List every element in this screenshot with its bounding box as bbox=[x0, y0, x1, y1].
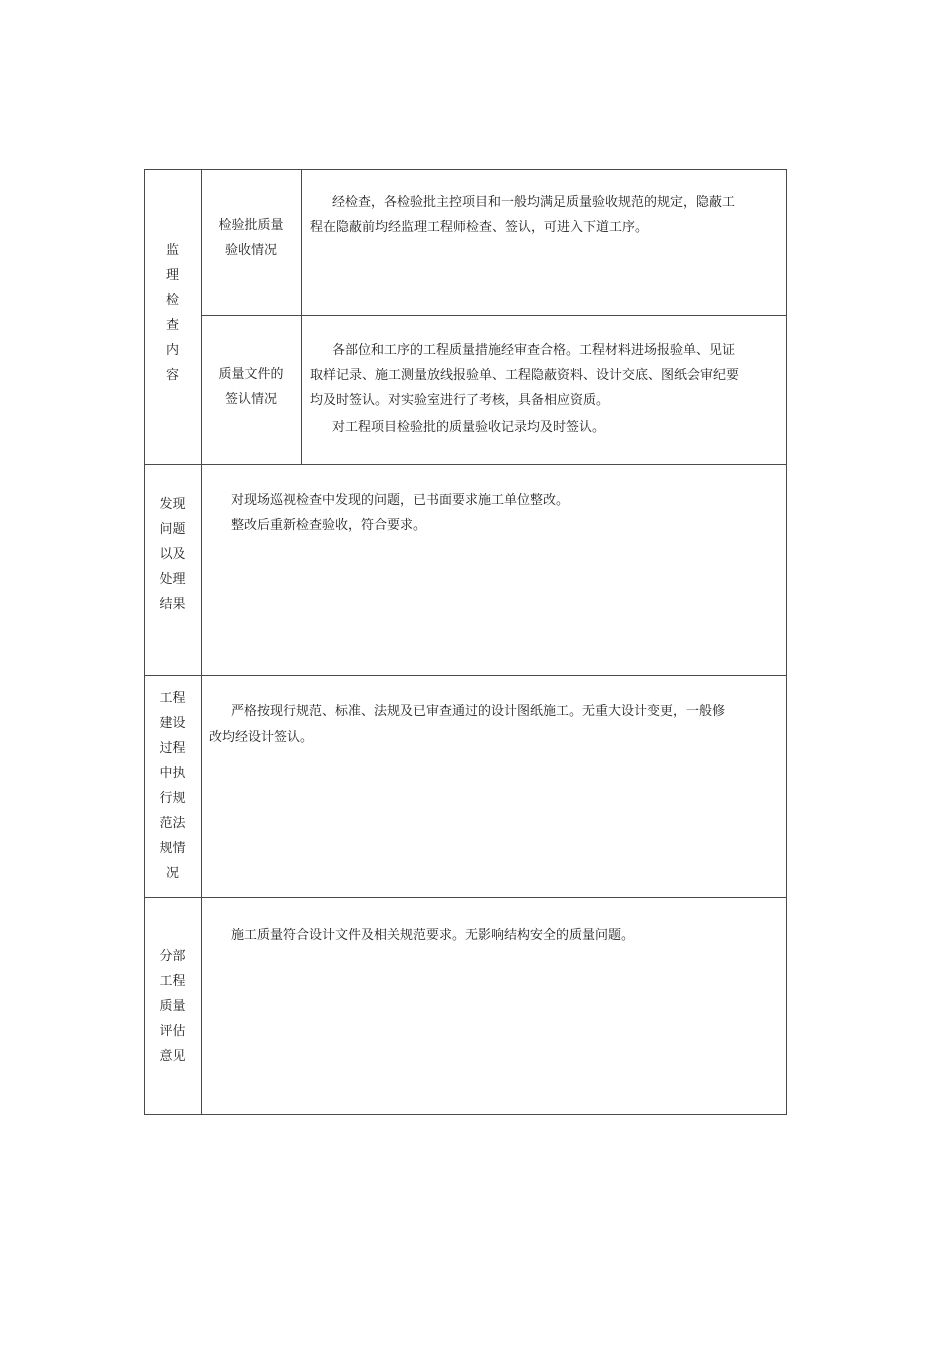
assessment-label-line: 工程 bbox=[159, 974, 186, 989]
supervision-label-char: 容 bbox=[165, 368, 179, 383]
inspection-table bbox=[144, 169, 787, 1115]
supervision-label-char: 监 bbox=[165, 243, 179, 258]
regulations-label-line: 过程 bbox=[159, 741, 186, 756]
supervision-label-char: 查 bbox=[165, 318, 179, 333]
content-line: 对现场巡视检查中发现的问题，已书面要求施工单位整改。 bbox=[231, 493, 570, 508]
quality-documents-label-line: 签认情况 bbox=[224, 392, 277, 407]
regulations-label-line: 况 bbox=[165, 866, 179, 881]
label-column-divider bbox=[201, 169, 202, 1115]
content-line: 程在隐蔽前均经监理工程师检查、签认，可进入下道工序。 bbox=[310, 220, 649, 235]
content-line: 对工程项目检验批的质量验收记录均及时签认。 bbox=[332, 420, 606, 435]
supervision-label-char: 内 bbox=[165, 343, 179, 358]
content-line: 改均经设计签认。 bbox=[209, 730, 314, 745]
assessment-label-line: 意见 bbox=[159, 1049, 186, 1064]
problems-label-line: 发现 bbox=[159, 497, 186, 512]
assessment-label bbox=[144, 944, 201, 1069]
section-divider-3 bbox=[144, 897, 787, 898]
content-line: 施工质量符合设计文件及相关规范要求。无影响结构安全的质量问题。 bbox=[231, 928, 635, 943]
problems-label-line: 问题 bbox=[159, 522, 186, 537]
section-divider-2 bbox=[144, 675, 787, 676]
section-divider-1 bbox=[144, 464, 787, 465]
content-line: 严格按现行规范、标准、法规及已审查通过的设计图纸施工。无重大设计变更，一般修 bbox=[231, 704, 726, 719]
assessment-label-line: 分部 bbox=[159, 949, 186, 964]
supervision-label-char: 检 bbox=[165, 293, 179, 308]
content-line: 取样记录、施工测量放线报验单、工程隐蔽资料、设计交底、图纸会审纪要 bbox=[310, 368, 740, 383]
supervision-row-divider bbox=[201, 315, 787, 316]
regulations-label-line: 范法 bbox=[159, 816, 186, 831]
regulations-label-line: 规情 bbox=[159, 841, 186, 856]
regulations-label-line: 中执 bbox=[159, 766, 186, 781]
supervision-label-char: 理 bbox=[165, 268, 179, 283]
regulations-label bbox=[144, 686, 201, 886]
regulations-label-line: 工程 bbox=[159, 691, 186, 706]
problems-label-line: 以及 bbox=[159, 547, 186, 562]
assessment-label-line: 评估 bbox=[159, 1024, 186, 1039]
assessment-label-line: 质量 bbox=[159, 999, 186, 1014]
content-line: 均及时签认。对实验室进行了考核，具备相应资质。 bbox=[310, 393, 610, 408]
quality-documents-label-line: 质量文件的 bbox=[218, 367, 284, 382]
supervision-label bbox=[144, 238, 201, 388]
regulations-label-line: 建设 bbox=[159, 716, 186, 731]
inspection-batch-label-line: 检验批质量 bbox=[218, 218, 284, 233]
problems-label-line: 结果 bbox=[159, 597, 186, 612]
regulations-label-line: 行规 bbox=[159, 791, 186, 806]
quality-documents-label bbox=[201, 362, 301, 412]
content-line: 各部位和工序的工程质量措施经审查合格。工程材料进场报验单、见证 bbox=[332, 343, 736, 358]
inspection-batch-label-line: 验收情况 bbox=[224, 243, 277, 258]
problems-label-line: 处理 bbox=[159, 572, 186, 587]
inspection-batch-label bbox=[201, 213, 301, 263]
content-line: 整改后重新检查验收，符合要求。 bbox=[231, 518, 427, 533]
problems-label bbox=[144, 492, 201, 617]
sub-label-column-divider bbox=[301, 169, 302, 464]
content-line: 经检查，各检验批主控项目和一般均满足质量验收规范的规定，隐蔽工 bbox=[332, 195, 736, 210]
